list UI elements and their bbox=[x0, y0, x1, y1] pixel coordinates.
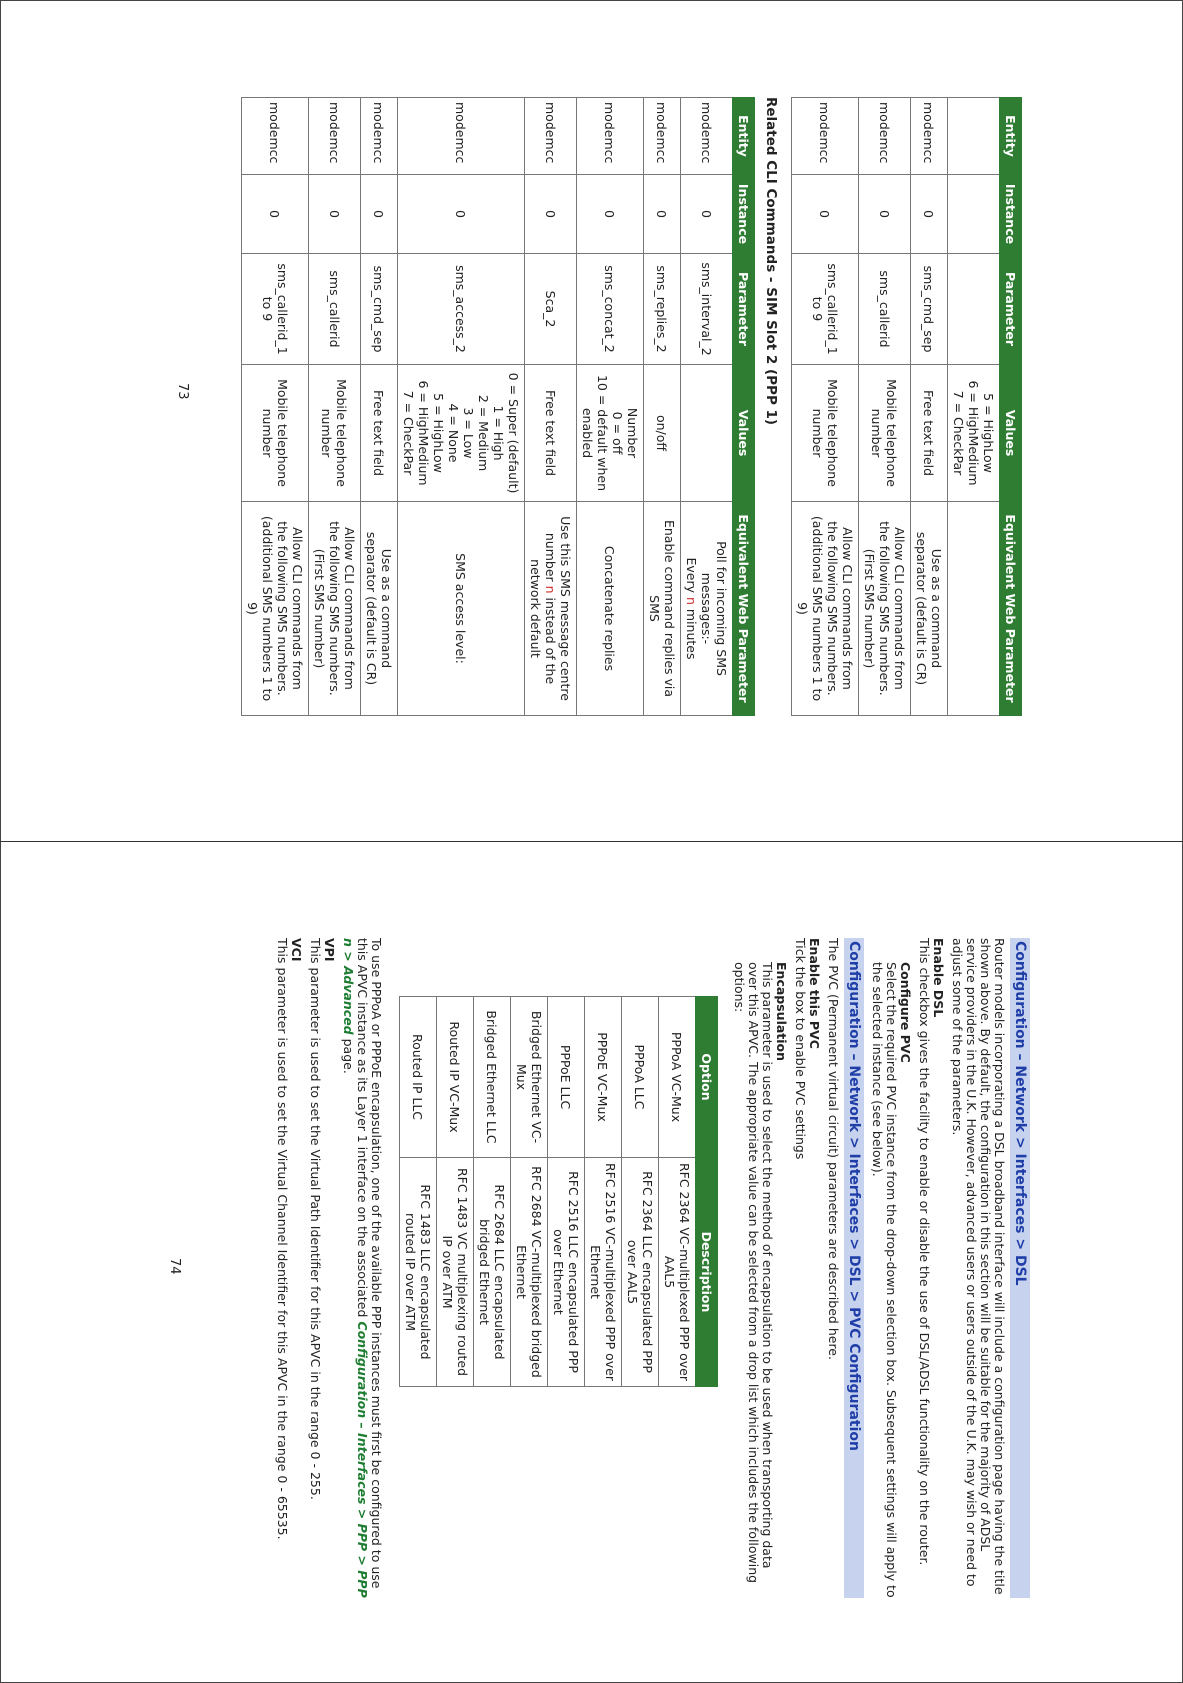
cell-entity: modemcc bbox=[859, 98, 911, 175]
cli-table-sim2 bbox=[241, 97, 755, 716]
cell-parameter: sms_cmd_sep bbox=[911, 254, 948, 365]
table-row bbox=[548, 997, 585, 1387]
table-row bbox=[622, 997, 659, 1387]
col-header-option: Option bbox=[696, 997, 718, 1158]
cell-description: RFC 2364 VC-multiplexed PPP over AAL5 bbox=[659, 1158, 696, 1387]
col-header-parameter: Parameter bbox=[1000, 254, 1022, 365]
col-header-instance: Instance bbox=[1000, 175, 1022, 254]
cell-instance: 0 bbox=[361, 175, 398, 254]
cell-description: RFC 2684 VC-multiplexed bridged Ethernet bbox=[511, 1158, 548, 1387]
cell-parameter: sms_callerid_1 to 9 bbox=[242, 254, 309, 365]
cell-web-parameter: Allow CLI commands from the following SMS numbers. (First SMS number) bbox=[309, 502, 361, 716]
section-title: Related CLI Commands - SIM Slot 2 (PPP 1) bbox=[763, 97, 779, 426]
col-header-values: Values bbox=[733, 365, 755, 502]
table-body-top bbox=[792, 98, 1000, 716]
cell-instance: 0 bbox=[577, 175, 644, 254]
table-row bbox=[859, 98, 911, 716]
cell-web-parameter: Concatenate replies bbox=[577, 502, 644, 716]
cell-web-parameter: SMS access level: bbox=[398, 502, 525, 716]
vci-text: This parameter is used to set the Virtual Channel Identifier for this APVC in the range 0 - 65535. bbox=[275, 938, 290, 1540]
table-row bbox=[400, 997, 437, 1387]
col-header-web-parameter: Equivalent Web Parameter bbox=[1000, 502, 1022, 716]
cell-entity: modemcc bbox=[681, 98, 733, 175]
cell-parameter: sms_interval_2 bbox=[681, 254, 733, 365]
configure-pvc-heading: Configure PVC bbox=[898, 962, 913, 1063]
enable-pvc-heading: Enable this PVC bbox=[807, 938, 822, 1049]
cell-description: RFC 2516 VC-multiplexed PPP over Ethernet bbox=[585, 1158, 622, 1387]
enable-dsl-text: This checkbox gives the facility to enable or disable the use of DSL/ADSL functionality on the router. bbox=[917, 938, 932, 1566]
table-row bbox=[585, 997, 622, 1387]
cell-instance: 0 bbox=[792, 175, 859, 254]
cell-option: PPPoE LLC bbox=[548, 997, 585, 1158]
encapsulation-heading: Encapsulation bbox=[774, 962, 789, 1062]
cell-parameter: sms_access_2 bbox=[398, 254, 525, 365]
cell-description: RFC 2364 LLC encapsulated PPP over AAL5 bbox=[622, 1158, 659, 1387]
cell-description: RFC 2516 LLC encapsulated PPP over Ethernet bbox=[548, 1158, 585, 1387]
enable-pvc-text: Tick the box to enable PVC settings bbox=[793, 938, 808, 1160]
table-header-row bbox=[696, 997, 718, 1387]
cell-parameter: sms_callerid bbox=[859, 254, 911, 365]
cell-option: PPPoA LLC bbox=[622, 997, 659, 1158]
page-number: 74 bbox=[167, 1258, 182, 1275]
table-row bbox=[644, 98, 681, 716]
cell-values: Mobile telephone number bbox=[242, 365, 309, 502]
page-divider bbox=[0, 841, 1183, 842]
pppoa-note-prefix: To use PPPoA or PPPoE encapsulation, one of the available PPP instances must first be configured to use this APVC instance as its Layer 1 interface on the associated bbox=[355, 938, 384, 1589]
cell-instance: 0 bbox=[242, 175, 309, 254]
cell-web-parameter: Enable command replies via SMS bbox=[644, 502, 681, 716]
cell-values: 5 = HighLow 6 = HighMedium 7 = CheckPar bbox=[948, 365, 1000, 502]
section-header-pvc: Configuration – Network > Interfaces > DSL > PVC Configuration bbox=[844, 938, 864, 1598]
section-header-dsl: Configuration – Network > Interfaces > DSL bbox=[1010, 938, 1030, 1598]
configure-pvc-text: Select the required PVC instance from the drop-down selection box. Subsequent settings will apply to the selected instance (see below). bbox=[870, 962, 899, 1598]
cell-entity: modemcc bbox=[644, 98, 681, 175]
cell-values: Free text field bbox=[911, 365, 948, 502]
cell-description: RFC 2684 LLC encapsulated bridged Ethernet bbox=[474, 1158, 511, 1387]
cell-description: RFC 1483 VC multiplexing routed IP over ATM bbox=[437, 1158, 474, 1387]
vci-heading: VCI bbox=[289, 938, 304, 962]
web-text-suffix: minutes bbox=[684, 604, 699, 660]
cell-option: Bridged Ethernet VC-Mux bbox=[511, 997, 548, 1158]
page-number: 73 bbox=[175, 383, 190, 400]
enable-dsl-heading: Enable DSL bbox=[931, 938, 946, 1018]
page-74 bbox=[160, 938, 1030, 1598]
table-row bbox=[242, 98, 309, 716]
col-header-description: Description bbox=[696, 1158, 718, 1387]
cell-values: Free text field bbox=[525, 365, 577, 502]
table-row bbox=[437, 997, 474, 1387]
cell-values: Mobile telephone number bbox=[792, 365, 859, 502]
table-row bbox=[948, 98, 1000, 716]
table-row bbox=[361, 98, 398, 716]
table-row bbox=[577, 98, 644, 716]
col-header-values: Values bbox=[1000, 365, 1022, 502]
web-text-prefix: Use this SMS message centre number bbox=[543, 516, 573, 701]
table-header-row bbox=[733, 98, 755, 716]
table-row bbox=[681, 98, 733, 716]
table-row bbox=[511, 997, 548, 1387]
table-row bbox=[398, 98, 525, 716]
cell-parameter: sms_replies_2 bbox=[644, 254, 681, 365]
cell-values: Mobile telephone number bbox=[309, 365, 361, 502]
cell-instance: 0 bbox=[309, 175, 361, 254]
cell-option: Bridged Ethernet LLC bbox=[474, 997, 511, 1158]
cell-parameter: sms_cmd_sep bbox=[361, 254, 398, 365]
table-row bbox=[474, 997, 511, 1387]
table-header-row bbox=[1000, 98, 1022, 716]
cell-web-parameter bbox=[525, 502, 577, 716]
cell-entity: modemcc bbox=[792, 98, 859, 175]
col-header-instance: Instance bbox=[733, 175, 755, 254]
cli-table-top bbox=[791, 97, 1022, 716]
cell-instance: 0 bbox=[644, 175, 681, 254]
table-row bbox=[792, 98, 859, 716]
page-73 bbox=[167, 97, 1022, 717]
cell-entity: modemcc bbox=[911, 98, 948, 175]
cell-instance: 0 bbox=[859, 175, 911, 254]
cell-web-parameter bbox=[948, 502, 1000, 716]
options-table-body bbox=[400, 997, 696, 1387]
cell-entity: modemcc bbox=[525, 98, 577, 175]
encapsulation-text: This parameter is used to select the method of encapsulation to be used when transporting data over this APVC. The appropriate value can be selected from a drop list which includes the following options: bbox=[732, 962, 775, 1584]
web-text-prefix: Poll for incoming SMS messages:- Every bbox=[684, 541, 729, 676]
cell-web-parameter bbox=[681, 502, 733, 716]
vpi-text: This parameter is used to set the Virtual Path Identifier for this APVC in the range 0 - 255. bbox=[308, 938, 323, 1500]
table-body-sim2 bbox=[242, 98, 733, 716]
cell-option: PPPoA VC-Mux bbox=[659, 997, 696, 1158]
col-header-parameter: Parameter bbox=[733, 254, 755, 365]
cell-entity: modemcc bbox=[398, 98, 525, 175]
cell-web-parameter: Allow CLI commands from the following SMS numbers. (additional SMS numbers 1 to 9) bbox=[792, 502, 859, 716]
highlighted-variable: n bbox=[684, 596, 699, 605]
cell-parameter: Sca_2 bbox=[525, 254, 577, 365]
cell-instance: 0 bbox=[681, 175, 733, 254]
cell-values bbox=[681, 365, 733, 502]
cell-web-parameter: Use as a command separator (default is CR) bbox=[911, 502, 948, 716]
cell-entity: modemcc bbox=[309, 98, 361, 175]
intro-paragraph: Router models incorporating a DSL broadband interface will include a configuration page having the title shown above. By default, the configuration in this section will be suitable for the majority of ADSL service providers in the U.K. However, advanced users or users outside of the U.K. may wish or need to adjust some of the parameters. bbox=[950, 938, 1007, 1595]
cell-instance: 0 bbox=[525, 175, 577, 254]
col-header-entity: Entity bbox=[733, 98, 755, 175]
web-text-suffix: instead of the network default bbox=[528, 559, 558, 685]
ppp-advanced-link[interactable]: Configuration – Interfaces > PPP > PPP n > Advanced bbox=[341, 938, 370, 1598]
cell-web-parameter: Allow CLI commands from the following SMS numbers. (additional SMS numbers 1 to 9) bbox=[242, 502, 309, 716]
cell-entity: modemcc bbox=[242, 98, 309, 175]
cell-parameter: sms_concat_2 bbox=[577, 254, 644, 365]
encapsulation-options-table bbox=[399, 996, 718, 1387]
cell-instance: 0 bbox=[398, 175, 525, 254]
cell-parameter: sms_callerid bbox=[309, 254, 361, 365]
cell-values: on/off bbox=[644, 365, 681, 502]
cell-entity: modemcc bbox=[577, 98, 644, 175]
col-header-entity: Entity bbox=[1000, 98, 1022, 175]
cell-option: PPPoE VC-Mux bbox=[585, 997, 622, 1158]
cell-parameter: sms_callerid_1 to 9 bbox=[792, 254, 859, 365]
cell-instance bbox=[948, 175, 1000, 254]
table-row bbox=[911, 98, 948, 716]
col-header-web-parameter: Equivalent Web Parameter bbox=[733, 502, 755, 716]
pppoa-note-suffix: page. bbox=[341, 1034, 356, 1074]
pppoa-note bbox=[341, 938, 383, 1598]
cell-description: RFC 1483 LLC encapsulated routed IP over ATM bbox=[400, 1158, 437, 1387]
cell-option: Routed IP VC-Mux bbox=[437, 997, 474, 1158]
cell-entity bbox=[948, 98, 1000, 175]
cell-values: 0 = Super (default) 1 = High 2 = Medium 3 = Low 4 = None 5 = HighLow 6 = HighMedium 7 = CheckPar bbox=[398, 365, 525, 502]
cell-instance: 0 bbox=[911, 175, 948, 254]
cell-option: Routed IP LLC bbox=[400, 997, 437, 1158]
cell-parameter bbox=[948, 254, 1000, 365]
cell-values: Free text field bbox=[361, 365, 398, 502]
table-row bbox=[525, 98, 577, 716]
table-row bbox=[309, 98, 361, 716]
table-row bbox=[659, 997, 696, 1387]
pvc-intro-text: The PVC (Permanent virtual circuit) parameters are described here. bbox=[826, 938, 841, 1360]
cell-values: Number 0 = off 10 = default when enabled bbox=[577, 365, 644, 502]
highlighted-variable: n bbox=[543, 585, 558, 594]
cell-web-parameter: Use as a command separator (default is CR) bbox=[361, 502, 398, 716]
vpi-heading: VPI bbox=[322, 938, 337, 962]
cell-web-parameter: Allow CLI commands from the following SMS numbers. (First SMS number) bbox=[859, 502, 911, 716]
cell-entity: modemcc bbox=[361, 98, 398, 175]
cell-values: Mobile telephone number bbox=[859, 365, 911, 502]
